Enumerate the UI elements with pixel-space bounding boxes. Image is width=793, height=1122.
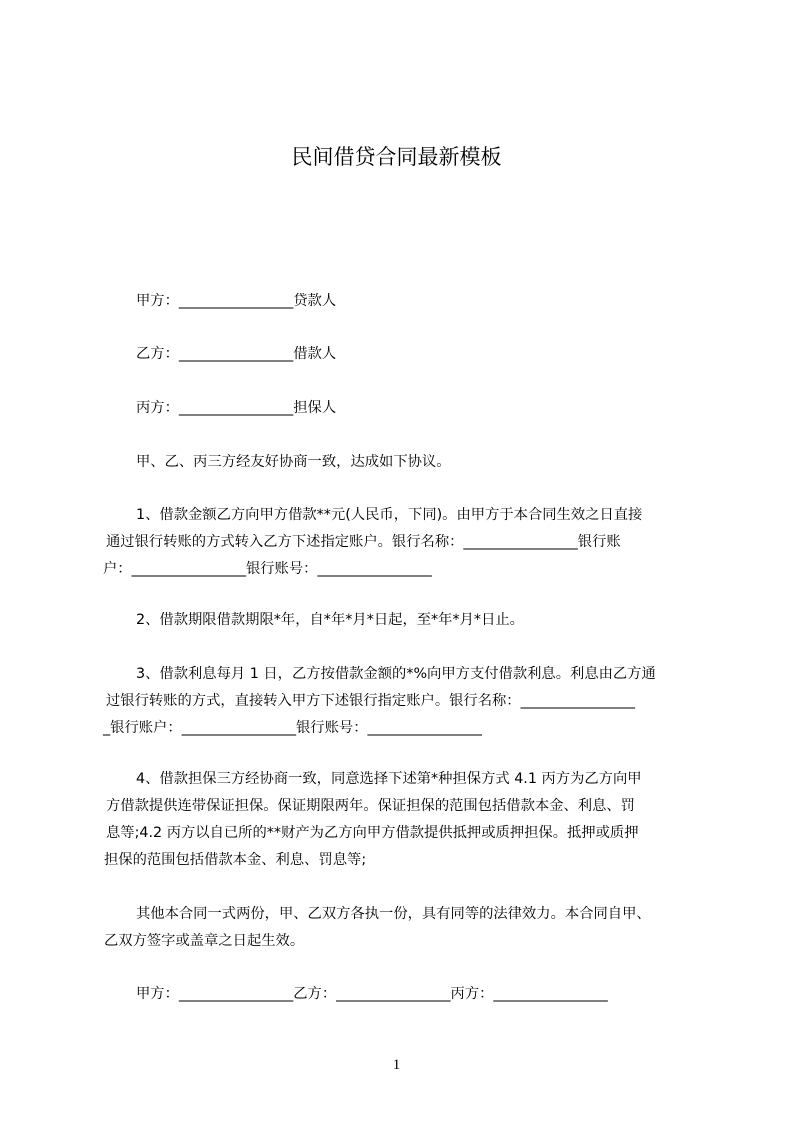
clause-3-line: 过银行转账的方式，直接转入甲方下述银行指定账户。银行名称：________________: [106, 693, 635, 709]
page-number: 1: [392, 1057, 401, 1073]
document-title: 民间借贷合同最新模板: [291, 145, 502, 169]
clause-4-line: 4、借款担保三方经协商一致，同意选择下述第*种担保方式 4.1 丙方为乙方向甲: [136, 771, 642, 787]
party-bing-line: 丙方：________________担保人: [136, 400, 337, 416]
clause-2-paragraph: 2、借款期限借款期限*年，自*年*月*日起，至*年*月*日止。: [136, 612, 524, 628]
other-terms-line: 乙双方签字或盖章之日起生效。: [104, 933, 305, 949]
signature-line: 甲方：________________乙方：________________丙方：________________: [136, 986, 608, 1002]
clause-1-line: 通过银行转账的方式转入乙方下述指定账户。银行名称：________________银行账: [106, 534, 621, 550]
clause-4-line: 方借款提供连带保证担保。保证期限两年。保证担保的范围包括借款本金、利息、罚: [106, 798, 635, 814]
party-jia-line: 甲方：________________贷款人: [136, 293, 337, 309]
other-terms-line: 其他本合同一式两份，甲、乙双方各执一份，具有同等的法律效力。本合同自甲、: [136, 906, 651, 922]
clause-1-line: 户：________________银行账号：________________: [103, 561, 432, 577]
party-yi-line: 乙方：________________借款人: [136, 346, 337, 362]
clause-3-line: _银行账户：________________银行账号：________________: [103, 720, 482, 736]
clause-4-line: 担保的范围包括借款本金、利息、罚息等;: [104, 852, 367, 868]
clause-1-line: 1、借款金额乙方向甲方借款**元(人民币，下同)。由甲方于本合同生效之日直接: [136, 507, 643, 523]
clause-4-line: 息等;4.2 丙方以自已所的**财产为乙方向甲方借款提供抵押或质押担保。抵押或质押: [106, 825, 639, 841]
intro-paragraph: 甲、乙、丙三方经友好协商一致，达成如下协议。: [136, 454, 451, 470]
clause-3-line: 3、借款利息每月 1 日，乙方按借款金额的*%向甲方支付借款利息。利息由乙方通: [136, 666, 656, 682]
